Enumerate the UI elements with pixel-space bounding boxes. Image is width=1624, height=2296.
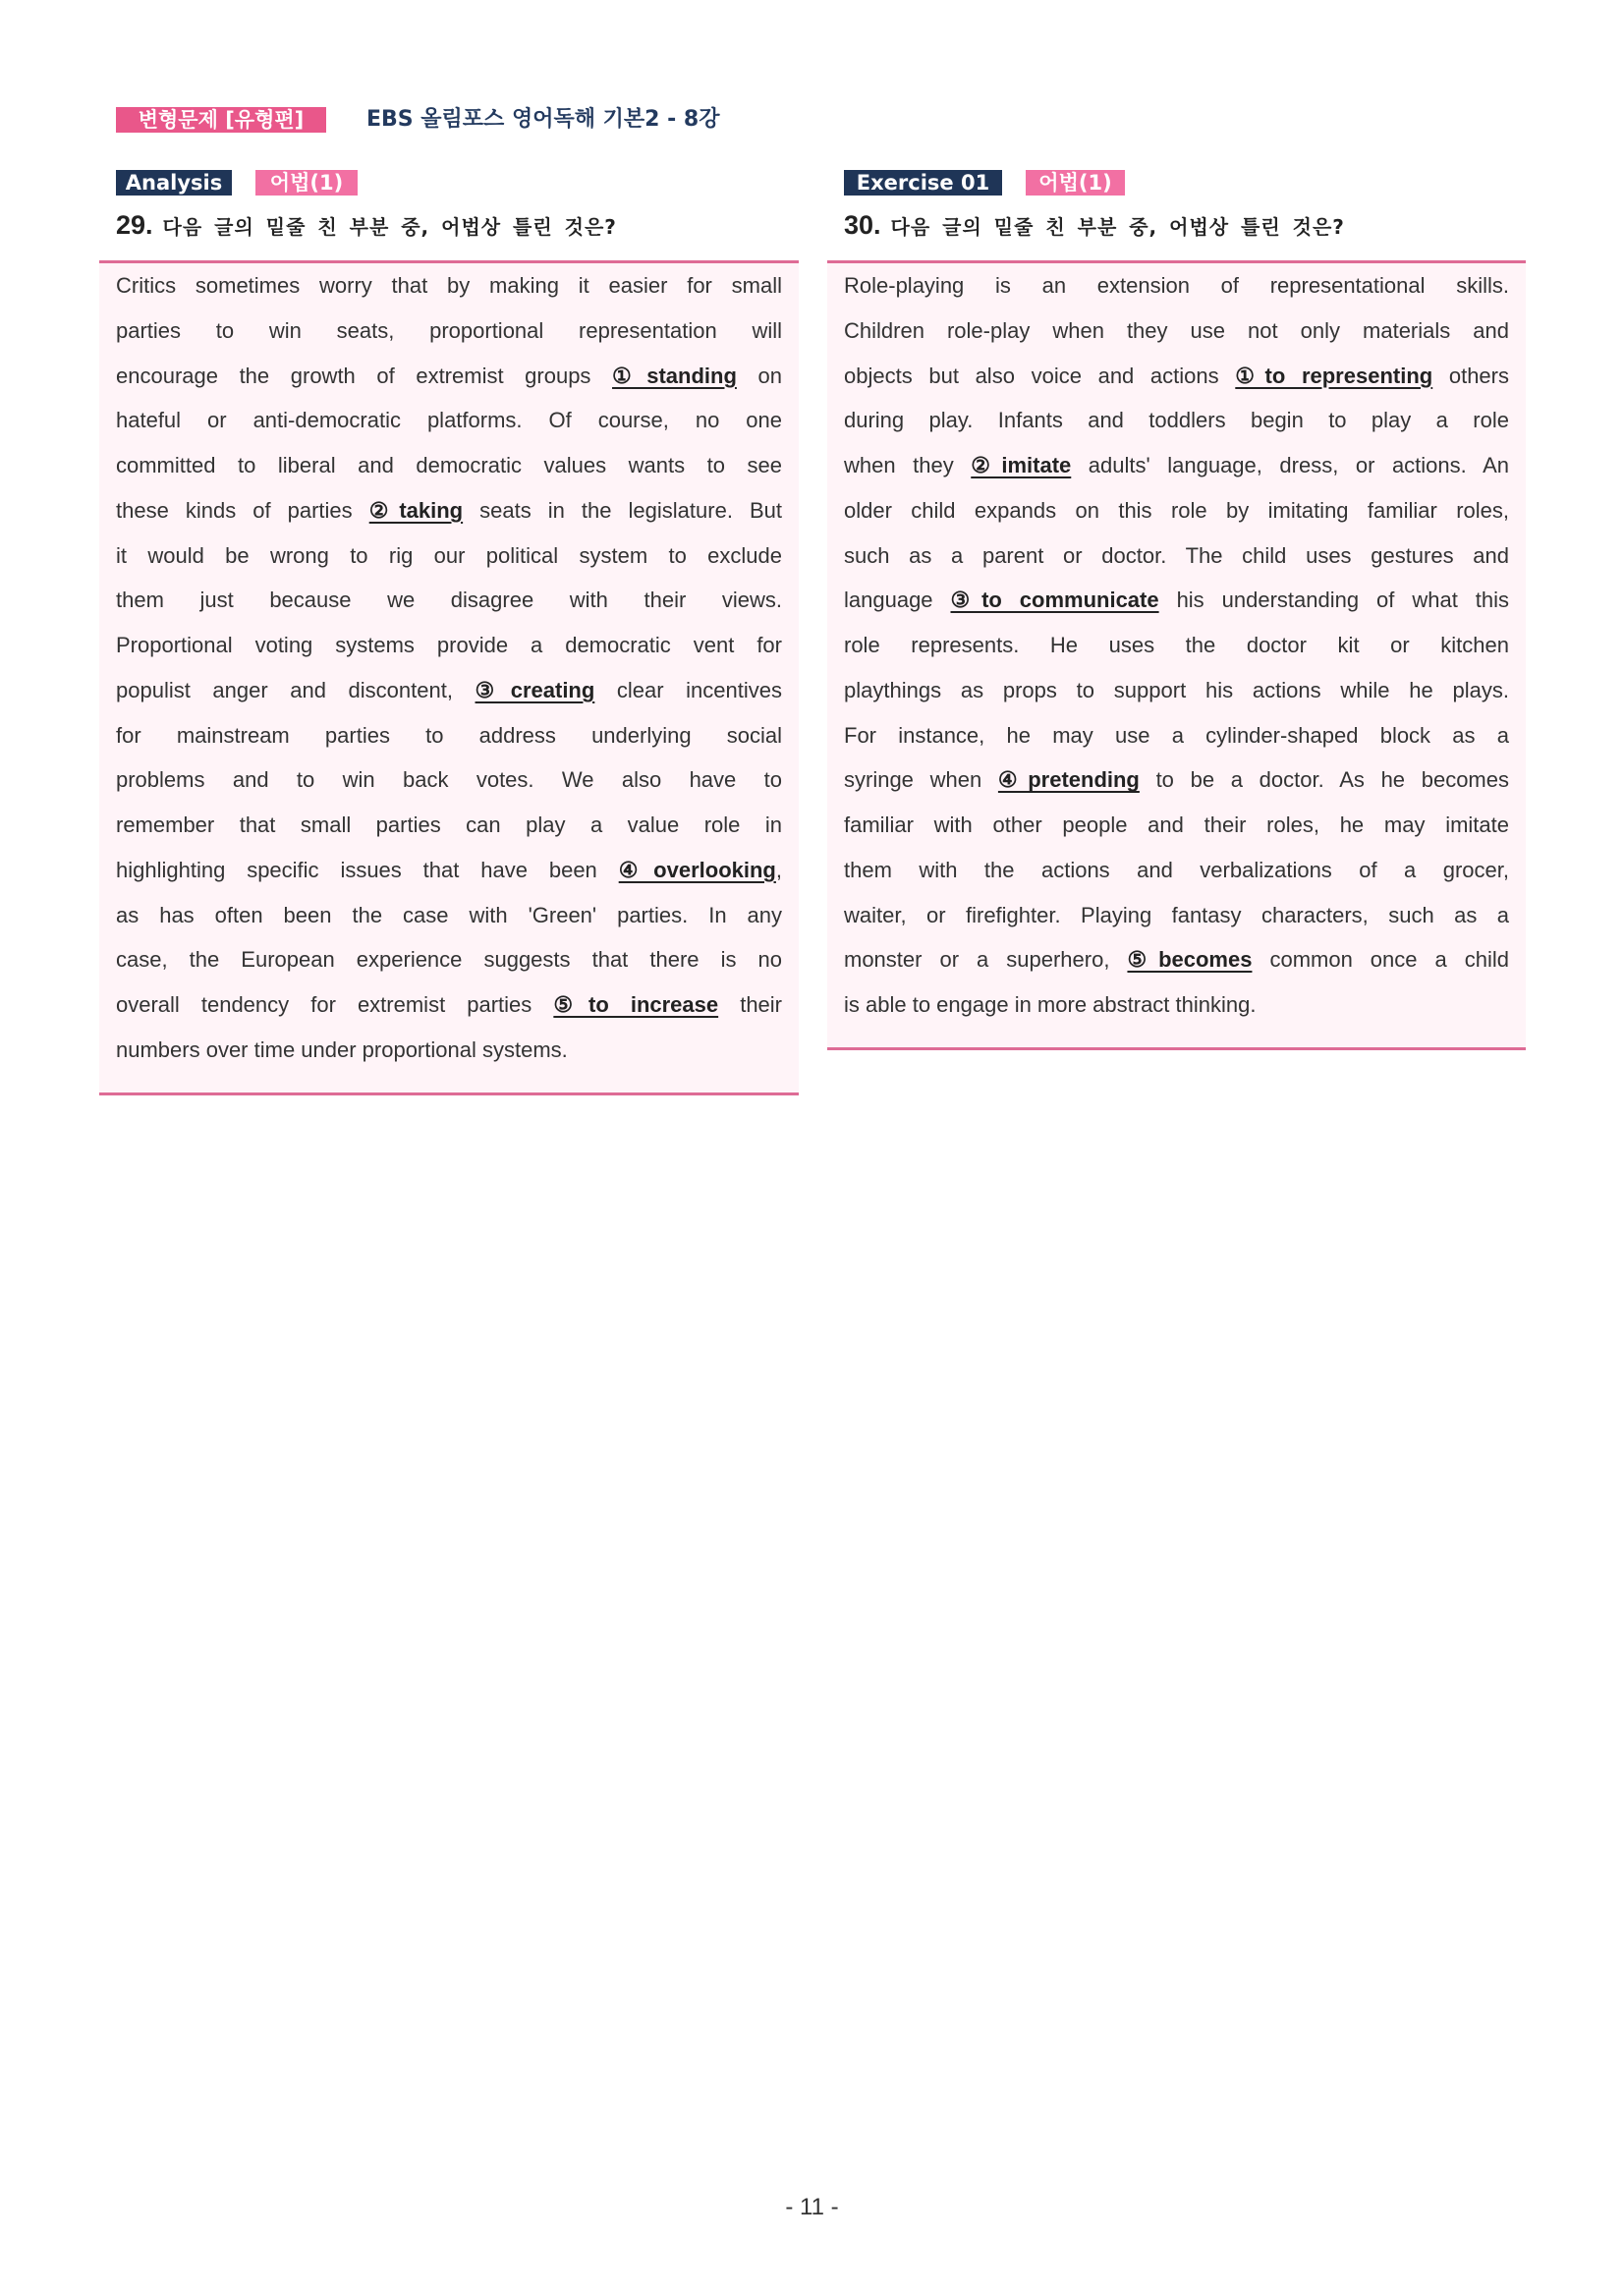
passage-box (99, 260, 799, 1095)
grammar-tag: 어법(1) (255, 170, 358, 196)
passage-text: Critics sometimes worry that by making it easier for small (116, 273, 782, 298)
passage-text: parties to win seats, proportional representation will (116, 317, 782, 343)
passage-line (844, 893, 1509, 938)
passage-text: remember that small parties can play a value role in (116, 812, 782, 837)
underlined-choice-5: ⑤to increase (553, 992, 719, 1017)
passage-line (844, 803, 1509, 848)
passage-text: encourage the growth of extremist groups (116, 363, 613, 388)
passage-text: to be a doctor. As he becomes (1139, 767, 1509, 793)
variant-problem-badge: 변형문제 [유형편] (116, 107, 326, 133)
passage-text: objects but also voice and actions (844, 363, 1236, 388)
question-29-tags (116, 170, 358, 196)
passage-text: For instance, he may use a cylinder-shaped block as a (844, 722, 1509, 748)
passage-line (844, 757, 1509, 803)
passage-line (844, 848, 1509, 893)
passage-line (116, 623, 782, 668)
passage-text: clear incentives (594, 677, 782, 702)
passage-text: hateful or anti-democratic platforms. Of course, no one (116, 408, 782, 433)
passage-text: seats in the legislature. But (463, 497, 782, 523)
passage-text: such as a parent or doctor. The child uses gestures and (844, 542, 1509, 568)
passage-text: for mainstream parties to address underlying social (116, 722, 782, 748)
passage-text: on (736, 363, 782, 388)
passage-line (116, 578, 782, 623)
passage-line (116, 803, 782, 848)
passage-text: older child expands on this role by imitating familiar roles, (844, 497, 1509, 523)
underlined-choice-4: ④overlooking (618, 857, 776, 882)
exercise-badge: Exercise 01 (844, 170, 1002, 196)
passage-text: Role-playing is an extension of representational skills. (844, 273, 1509, 298)
passage-line (844, 578, 1509, 623)
passage-text: Children role-play when they use not only materials and (844, 317, 1509, 343)
question-number: 29. (116, 210, 153, 240)
passage-line (116, 263, 782, 308)
page-number: - 11 - (785, 2194, 839, 2220)
passage-line (116, 398, 782, 443)
passage-text: playthings as props to support his actions while he plays. (844, 677, 1509, 702)
passage-line (844, 398, 1509, 443)
underlined-choice-2: ②imitate (971, 453, 1072, 477)
question-29-section (99, 169, 799, 1112)
passage-text: waiter, or firefighter. Playing fantasy characters, such as a (844, 902, 1509, 927)
passage-line (844, 308, 1509, 354)
passage-text: Proportional voting systems provide a democratic vent for (116, 633, 782, 657)
passage-text: committed to liberal and democratic values wants to see (116, 453, 782, 477)
passage-line (844, 354, 1509, 399)
passage-text: role represents. He uses the doctor kit or kitchen (844, 633, 1509, 657)
passage-text: adults' language, dress, or actions. An (1071, 453, 1509, 477)
passage-text: when they (844, 453, 972, 477)
passage-text: common once a child (1252, 947, 1509, 973)
underlined-choice-1: ①standing (612, 363, 737, 388)
passage-line (116, 937, 782, 982)
passage-text: their (718, 992, 782, 1017)
passage-line (844, 533, 1509, 579)
passage-line (116, 354, 782, 399)
passage-text: monster or a superhero, (844, 947, 1128, 973)
underlined-choice-3: ③creating (475, 677, 595, 702)
underlined-choice-3: ③to communicate (950, 588, 1159, 613)
passage-line (844, 668, 1509, 713)
question-30-section (827, 169, 1526, 1112)
question-29-heading (116, 210, 617, 240)
passage-line (116, 443, 782, 488)
passage-text: language (844, 588, 951, 613)
passage-line (844, 713, 1509, 758)
passage-text: populist anger and discontent, (116, 677, 476, 702)
passage-text: syringe when (844, 767, 998, 793)
passage-text: familiar with other people and their roles, he may imitate (844, 812, 1509, 837)
grammar-tag: 어법(1) (1026, 170, 1125, 196)
passage-line (116, 757, 782, 803)
passage-line (116, 308, 782, 354)
passage-text: case, the European experience suggests that there is no (116, 947, 782, 973)
question-30-heading (844, 210, 1345, 240)
passage-line (844, 937, 1509, 982)
passage-line (116, 488, 782, 533)
question-number: 30. (844, 210, 881, 240)
passage-text: is able to engage in more abstract thinking. (844, 992, 1257, 1017)
passage-text: numbers over time under proportional systems. (116, 1036, 568, 1062)
passage-text: highlighting specific issues that have been (116, 857, 619, 882)
passage-text: them with the actions and verbalizations of a grocer, (844, 857, 1509, 882)
underlined-choice-1: ①to representing (1235, 363, 1433, 388)
passage-text: others (1432, 363, 1509, 388)
passage-line (116, 713, 782, 758)
passage-text: them just because we disagree with their views. (116, 588, 782, 613)
underlined-choice-4: ④pretending (997, 767, 1140, 793)
passage-text: as has often been the case with 'Green' parties. In any (116, 902, 782, 927)
passage-text: these kinds of parties (116, 497, 369, 523)
passage-line (116, 668, 782, 713)
passage-text: problems and to win back votes. We also have to (116, 767, 782, 793)
analysis-badge: Analysis (116, 170, 232, 196)
question-prompt: 다음 글의 밑줄 친 부분 중, 어법상 틀린 것은? (890, 215, 1345, 239)
question-30-tags (844, 170, 1125, 196)
passage-text: it would be wrong to rig our political system to exclude (116, 542, 782, 568)
passage-line (116, 982, 782, 1028)
passage-line (844, 443, 1509, 488)
page-title: EBS 올림포스 영어독해 기본2 - 8강 (366, 107, 720, 132)
passage-line (844, 623, 1509, 668)
passage-line (844, 488, 1509, 533)
question-prompt: 다음 글의 밑줄 친 부분 중, 어법상 틀린 것은? (162, 215, 617, 239)
underlined-choice-5: ⑤becomes (1127, 947, 1253, 973)
passage-text: , (775, 857, 782, 882)
passage-line (116, 848, 782, 893)
passage-text: overall tendency for extremist parties (116, 992, 554, 1017)
passage-text: his understanding of what this (1158, 588, 1510, 613)
passage-text: during play. Infants and toddlers begin to play a role (844, 408, 1509, 433)
passage-line (116, 893, 782, 938)
passage-line (844, 982, 1509, 1028)
passage-box (827, 260, 1526, 1050)
passage-line (116, 533, 782, 579)
underlined-choice-2: ②taking (368, 497, 464, 523)
passage-line (116, 1028, 782, 1073)
passage-line (844, 263, 1509, 308)
